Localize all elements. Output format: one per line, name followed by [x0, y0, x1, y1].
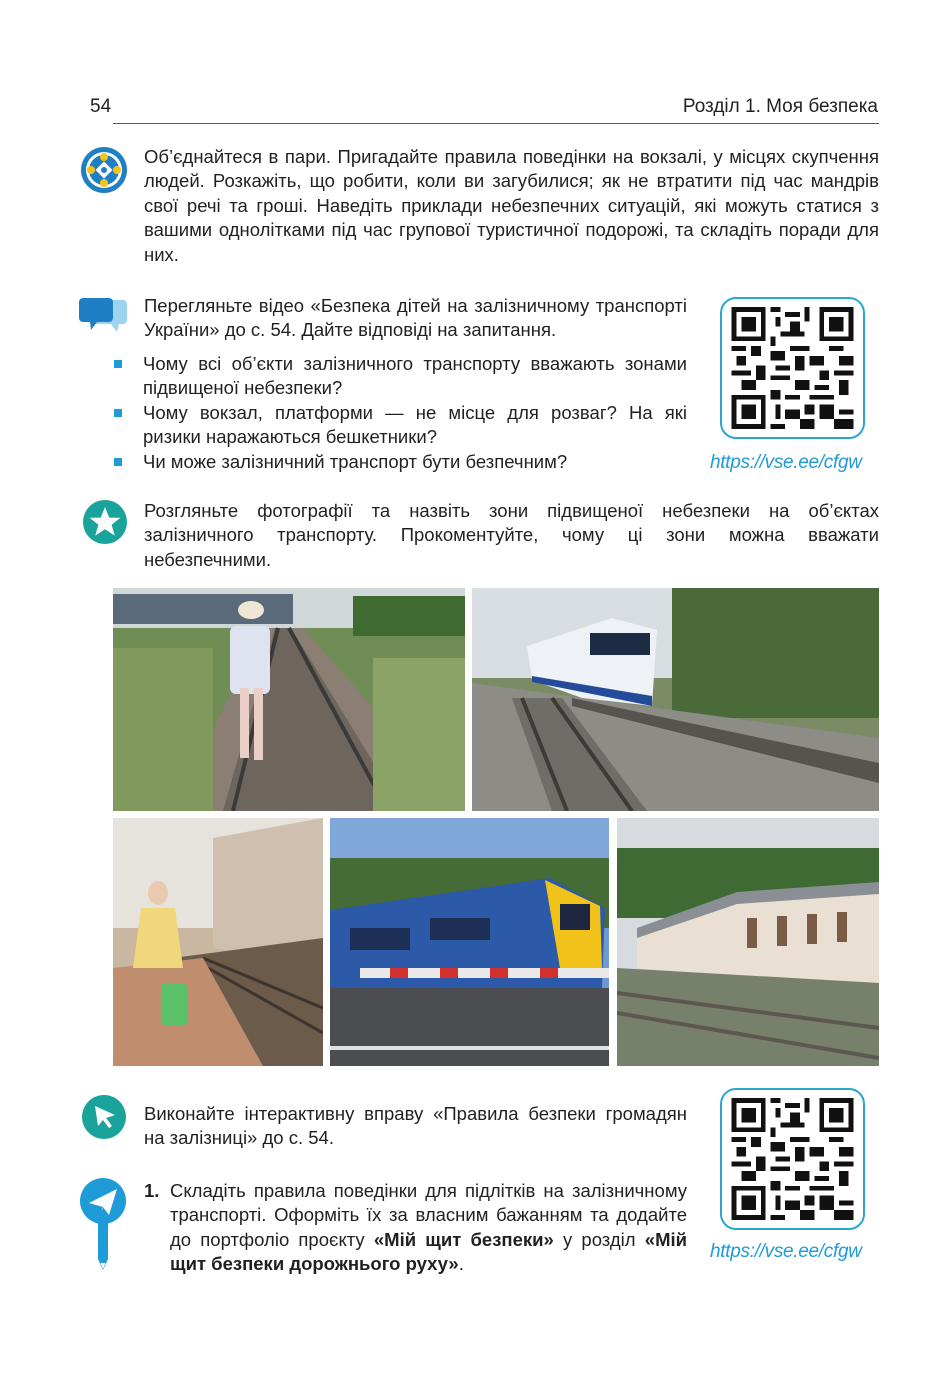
video-intro-text: Перегляньте відео «Безпека дітей на залізничному транспорті України» до с. 54. Дайте відповіді на запитання.: [144, 295, 687, 341]
task-number: 1.: [144, 1180, 160, 1201]
question-text: Чому вокзал, платформи — не місце для розваг? На які ризики наражаються бешкетники?: [143, 401, 687, 448]
star-icon: [82, 499, 128, 545]
photo-train-on-railway: [472, 588, 879, 811]
team-discussion-icon: [80, 146, 128, 194]
photo-task-text: Розгляньте фотографії та назвіть зони підвищеної небезпеки на об’єктах залізничного транспорту. Прокоментуйте, чому ці зони можна вважати небезпечними.: [144, 500, 879, 570]
interactive-exercise-text: Виконайте інтерактивну вправу «Правила безпеки громадян на залізниці» до с. 54.: [144, 1103, 687, 1149]
list-item: [113, 450, 687, 474]
qr-code-icon: [730, 1098, 855, 1220]
task-text-part: у розділ: [553, 1228, 645, 1250]
bullet-marker: [114, 360, 122, 368]
task-text: [170, 1179, 687, 1277]
photo-girl-with-suitcase-on-platform: [113, 818, 323, 1066]
question-text: Чому всі об’єкти залізничного транспорту вважають зонами підвищеної небезпеки?: [143, 353, 687, 399]
chat-bubbles-icon: [79, 296, 127, 336]
section-name: «Мій щит безпеки дорожнього руху»: [170, 1228, 687, 1275]
portfolio-task: [144, 1179, 687, 1277]
bullet-marker: [114, 409, 122, 417]
qr-link[interactable]: https://vse.ee/cfgw: [710, 452, 862, 473]
photo-girl-walking-on-tracks: [113, 588, 465, 811]
section-title: Розділ 1. Моя безпека: [682, 96, 878, 117]
paper-plane-pencil-icon: [79, 1177, 127, 1271]
cursor-icon: [81, 1094, 127, 1140]
qr-link[interactable]: https://vse.ee/cfgw: [710, 1241, 862, 1262]
photo-blue-train-at-crossing: [330, 818, 609, 1066]
project-name: «Мій щит безпеки»: [373, 1228, 554, 1250]
page-number: 54: [90, 96, 112, 117]
qr-code[interactable]: [720, 297, 865, 439]
pair-discussion-text: Об’єднайтеся в пари. Пригадайте правила поведінки на вокзалі, у місцях скупчення людей. Розкажіть, що робити, коли ви загубилися; як не втратити під час мандрів свої речі та гроші. Наведіть приклади небезпечних ситуацій, які можуть статися з вашими однолітками під час групової туристичної подорожі, та складіть поради для них.: [144, 146, 879, 265]
task-text-part: Складіть правила поведінки для підлітків на залізничному транспорті. Оформіть їх за власним бажанням та додайте до портфоліо проєкту: [170, 1180, 687, 1250]
qr-code[interactable]: [720, 1088, 865, 1230]
list-item: [113, 401, 687, 450]
question-text: Чи може залізничний транспорт бути безпечним?: [143, 450, 568, 472]
question-list: [113, 352, 687, 474]
photo-railway-station-building: [617, 818, 879, 1066]
task-text-part: .: [458, 1253, 464, 1275]
bullet-marker: [114, 458, 122, 466]
header-divider: [113, 123, 879, 124]
qr-code-icon: [730, 307, 855, 429]
list-item: [113, 352, 687, 401]
